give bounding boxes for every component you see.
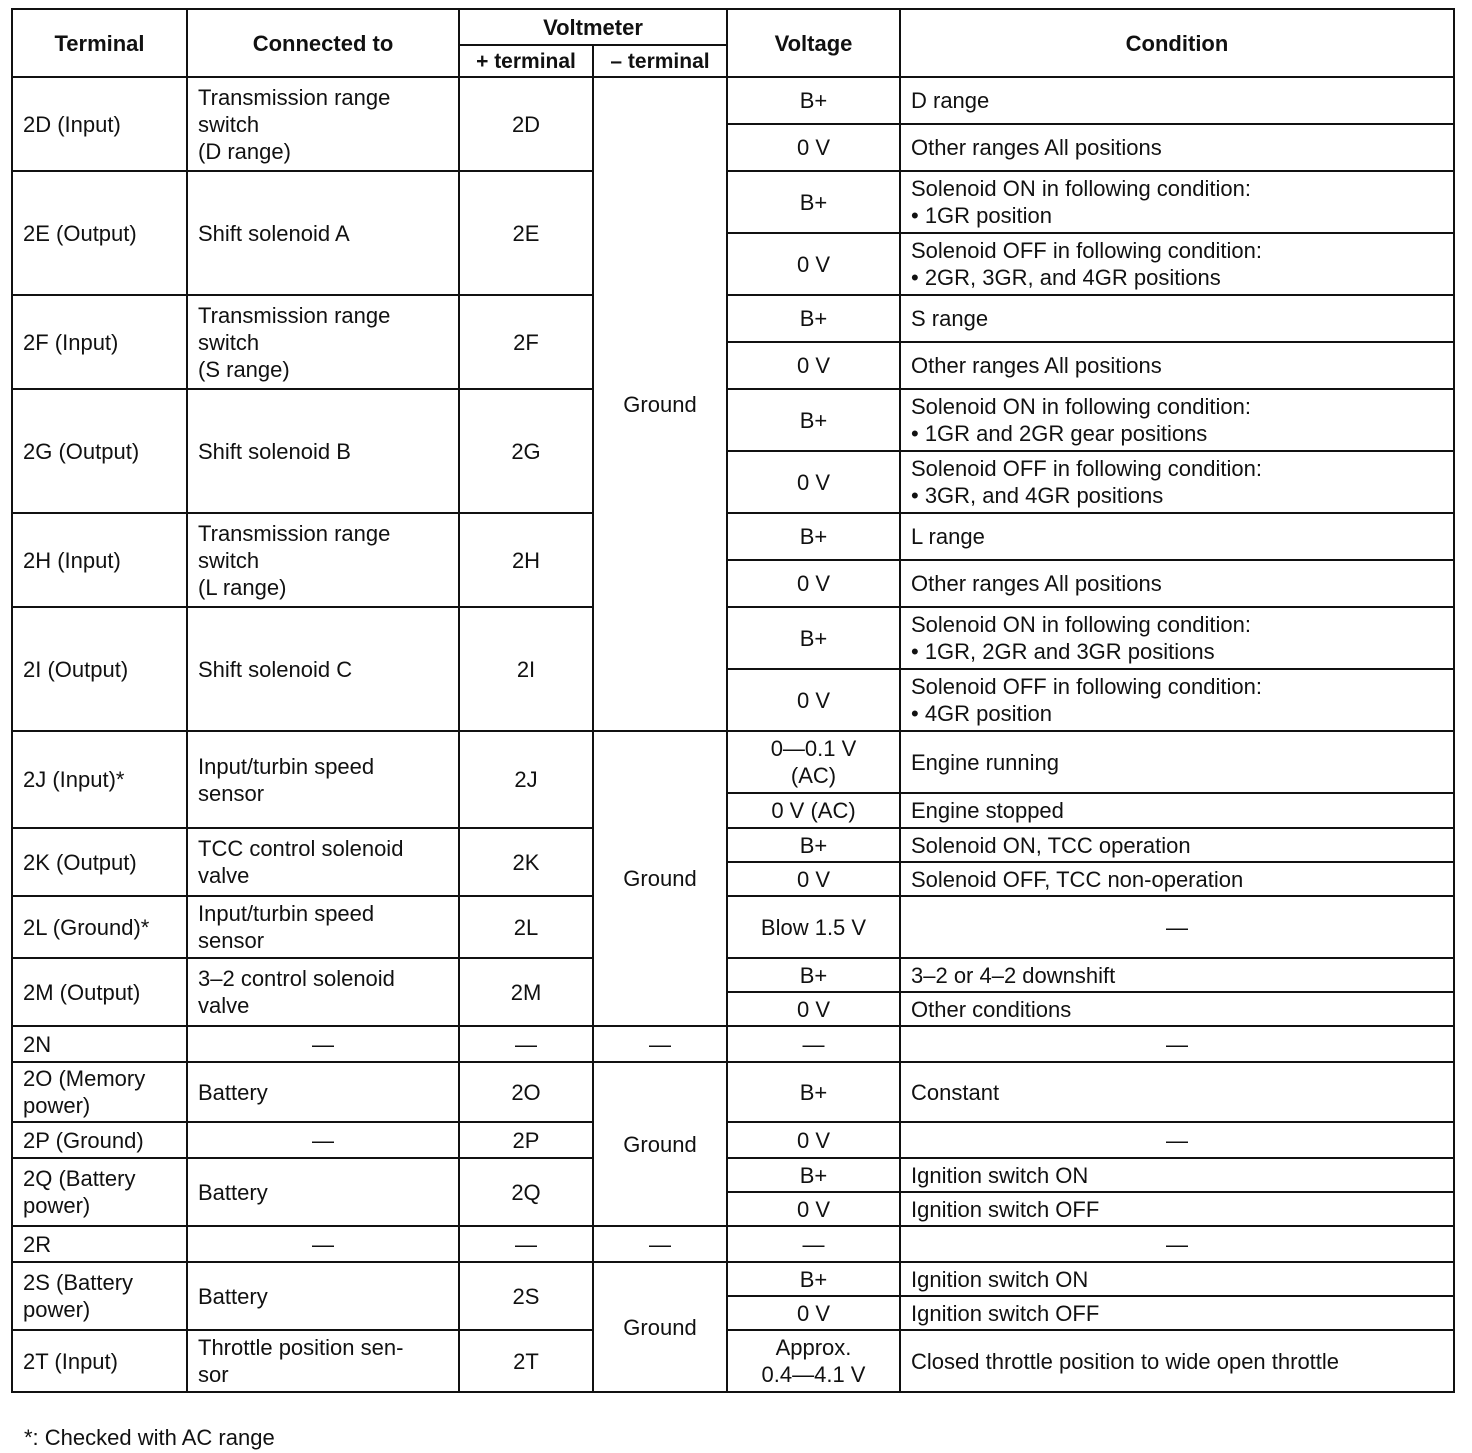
voltage-cell: 0 V (727, 124, 900, 171)
condition-cell: Solenoid OFF, TCC non-operation (900, 862, 1454, 896)
table-row (12, 958, 1454, 992)
plus-terminal-cell: 2L (459, 896, 593, 958)
table-row (12, 731, 1454, 793)
plus-terminal-cell: 2H (459, 513, 593, 607)
terminal-cell: 2G (Output) (12, 389, 187, 513)
voltage-cell: — (727, 1226, 900, 1262)
condition-cell: — (900, 1026, 1454, 1062)
connected-to-cell: Transmission range switch (S range) (187, 295, 459, 389)
table-row (12, 607, 1454, 669)
terminal-cell: 2D (Input) (12, 77, 187, 171)
table-row (12, 1026, 1454, 1062)
voltage-cell: B+ (727, 607, 900, 669)
voltage-cell: 0 V (727, 1296, 900, 1330)
condition-cell: Constant (900, 1062, 1454, 1122)
table-row (12, 1122, 1454, 1158)
header-connected-to: Connected to (187, 9, 459, 77)
voltage-cell: B+ (727, 77, 900, 124)
voltage-cell: B+ (727, 171, 900, 233)
connected-to-cell: — (187, 1226, 459, 1262)
voltage-cell: 0 V (727, 342, 900, 389)
condition-cell: D range (900, 77, 1454, 124)
connected-to-cell: — (187, 1026, 459, 1062)
table-row (12, 513, 1454, 560)
table-row (12, 1226, 1454, 1262)
plus-terminal-cell: 2P (459, 1122, 593, 1158)
connected-to-cell: Battery (187, 1062, 459, 1122)
table-row (12, 295, 1454, 342)
table-row (12, 896, 1454, 958)
condition-cell: — (900, 1122, 1454, 1158)
voltage-cell: B+ (727, 1262, 900, 1296)
table-row (12, 171, 1454, 233)
condition-cell: Solenoid OFF in following condition: • 2GR, 3GR, and 4GR positions (900, 233, 1454, 295)
condition-cell: L range (900, 513, 1454, 560)
plus-terminal-cell: 2S (459, 1262, 593, 1330)
condition-cell: Other ranges All positions (900, 342, 1454, 389)
plus-terminal-cell: — (459, 1026, 593, 1062)
terminal-voltage-table (11, 8, 1455, 1393)
header-minus-terminal: – terminal (593, 45, 727, 77)
plus-terminal-cell: 2K (459, 828, 593, 896)
voltage-cell: Approx. 0.4—4.1 V (727, 1330, 900, 1392)
condition-cell: 3–2 or 4–2 downshift (900, 958, 1454, 992)
voltage-cell: B+ (727, 513, 900, 560)
voltage-cell: 0 V (727, 1122, 900, 1158)
connected-to-cell: Transmission range switch (L range) (187, 513, 459, 607)
voltage-cell: 0 V (727, 451, 900, 513)
footnote: *: Checked with AC range (24, 1425, 275, 1450)
connected-to-cell: TCC control solenoid valve (187, 828, 459, 896)
condition-cell: Ignition switch OFF (900, 1192, 1454, 1226)
plus-terminal-cell: 2J (459, 731, 593, 828)
voltage-cell: 0 V (727, 669, 900, 731)
condition-cell: Solenoid ON, TCC operation (900, 828, 1454, 862)
condition-cell: — (900, 1226, 1454, 1262)
condition-cell: Closed throttle position to wide open throttle (900, 1330, 1454, 1392)
connected-to-cell: — (187, 1122, 459, 1158)
voltage-cell: 0 V (727, 1192, 900, 1226)
table-row (12, 1330, 1454, 1392)
plus-terminal-cell: 2M (459, 958, 593, 1026)
table-row (12, 77, 1454, 124)
terminal-cell: 2K (Output) (12, 828, 187, 896)
condition-cell: Solenoid ON in following condition: • 1GR and 2GR gear positions (900, 389, 1454, 451)
terminal-cell: 2F (Input) (12, 295, 187, 389)
voltage-cell: 0 V (727, 862, 900, 896)
table-row (12, 389, 1454, 451)
table-row (12, 1062, 1454, 1122)
condition-cell: Other ranges All positions (900, 560, 1454, 607)
minus-terminal-ground-cell: Ground (593, 77, 727, 731)
voltage-cell: Blow 1.5 V (727, 896, 900, 958)
minus-terminal-ground-cell: Ground (593, 1262, 727, 1392)
voltage-cell: B+ (727, 295, 900, 342)
connected-to-cell: Throttle position sen- sor (187, 1330, 459, 1392)
connected-to-cell: Battery (187, 1158, 459, 1226)
voltage-cell: 0 V (727, 992, 900, 1026)
connected-to-cell: Input/turbin speed sensor (187, 731, 459, 828)
condition-cell: S range (900, 295, 1454, 342)
header-voltage: Voltage (727, 9, 900, 77)
condition-cell: Ignition switch ON (900, 1158, 1454, 1192)
header-voltmeter: Voltmeter (459, 9, 727, 45)
condition-cell: Solenoid ON in following condition: • 1GR, 2GR and 3GR positions (900, 607, 1454, 669)
minus-terminal-ground-cell: Ground (593, 1062, 727, 1226)
terminal-cell: 2S (Battery power) (12, 1262, 187, 1330)
voltage-cell: B+ (727, 1158, 900, 1192)
connected-to-cell: 3–2 control solenoid valve (187, 958, 459, 1026)
voltage-cell: 0 V (AC) (727, 793, 900, 828)
condition-cell: Engine running (900, 731, 1454, 793)
plus-terminal-cell: 2G (459, 389, 593, 513)
terminal-cell: 2O (Memory power) (12, 1062, 187, 1122)
plus-terminal-cell: 2I (459, 607, 593, 731)
voltage-cell: B+ (727, 389, 900, 451)
terminal-voltage-table-sheet (11, 8, 1453, 1450)
condition-cell: Ignition switch ON (900, 1262, 1454, 1296)
connected-to-cell: Input/turbin speed sensor (187, 896, 459, 958)
condition-cell: Ignition switch OFF (900, 1296, 1454, 1330)
plus-terminal-cell: — (459, 1226, 593, 1262)
terminal-cell: 2E (Output) (12, 171, 187, 295)
connected-to-cell: Shift solenoid A (187, 171, 459, 295)
terminal-cell: 2I (Output) (12, 607, 187, 731)
minus-terminal-ground-cell: Ground (593, 731, 727, 1026)
connected-to-cell: Shift solenoid B (187, 389, 459, 513)
table-row (12, 1262, 1454, 1296)
condition-cell: — (900, 896, 1454, 958)
voltage-cell: B+ (727, 828, 900, 862)
terminal-cell: 2Q (Battery power) (12, 1158, 187, 1226)
voltage-cell: — (727, 1026, 900, 1062)
plus-terminal-cell: 2T (459, 1330, 593, 1392)
condition-cell: Solenoid OFF in following condition: • 4GR position (900, 669, 1454, 731)
connected-to-cell: Transmission range switch (D range) (187, 77, 459, 171)
terminal-cell: 2L (Ground)* (12, 896, 187, 958)
minus-terminal-cell: — (593, 1226, 727, 1262)
voltage-cell: B+ (727, 958, 900, 992)
terminal-cell: 2P (Ground) (12, 1122, 187, 1158)
plus-terminal-cell: 2Q (459, 1158, 593, 1226)
condition-cell: Solenoid OFF in following condition: • 3GR, and 4GR positions (900, 451, 1454, 513)
header-plus-terminal: + terminal (459, 45, 593, 77)
plus-terminal-cell: 2F (459, 295, 593, 389)
header-condition: Condition (900, 9, 1454, 77)
connected-to-cell: Shift solenoid C (187, 607, 459, 731)
plus-terminal-cell: 2E (459, 171, 593, 295)
connected-to-cell: Battery (187, 1262, 459, 1330)
condition-cell: Engine stopped (900, 793, 1454, 828)
terminal-cell: 2R (12, 1226, 187, 1262)
voltage-cell: 0—0.1 V (AC) (727, 731, 900, 793)
header-terminal: Terminal (12, 9, 187, 77)
table-row (12, 828, 1454, 862)
terminal-cell: 2T (Input) (12, 1330, 187, 1392)
terminal-cell: 2J (Input)* (12, 731, 187, 828)
condition-cell: Other ranges All positions (900, 124, 1454, 171)
voltage-cell: 0 V (727, 233, 900, 295)
condition-cell: Other conditions (900, 992, 1454, 1026)
terminal-cell: 2N (12, 1026, 187, 1062)
condition-cell: Solenoid ON in following condition: • 1GR position (900, 171, 1454, 233)
terminal-cell: 2M (Output) (12, 958, 187, 1026)
plus-terminal-cell: 2O (459, 1062, 593, 1122)
minus-terminal-cell: — (593, 1026, 727, 1062)
voltage-cell: 0 V (727, 560, 900, 607)
voltage-cell: B+ (727, 1062, 900, 1122)
terminal-cell: 2H (Input) (12, 513, 187, 607)
table-body (12, 77, 1454, 1392)
table-row (12, 1158, 1454, 1192)
plus-terminal-cell: 2D (459, 77, 593, 171)
